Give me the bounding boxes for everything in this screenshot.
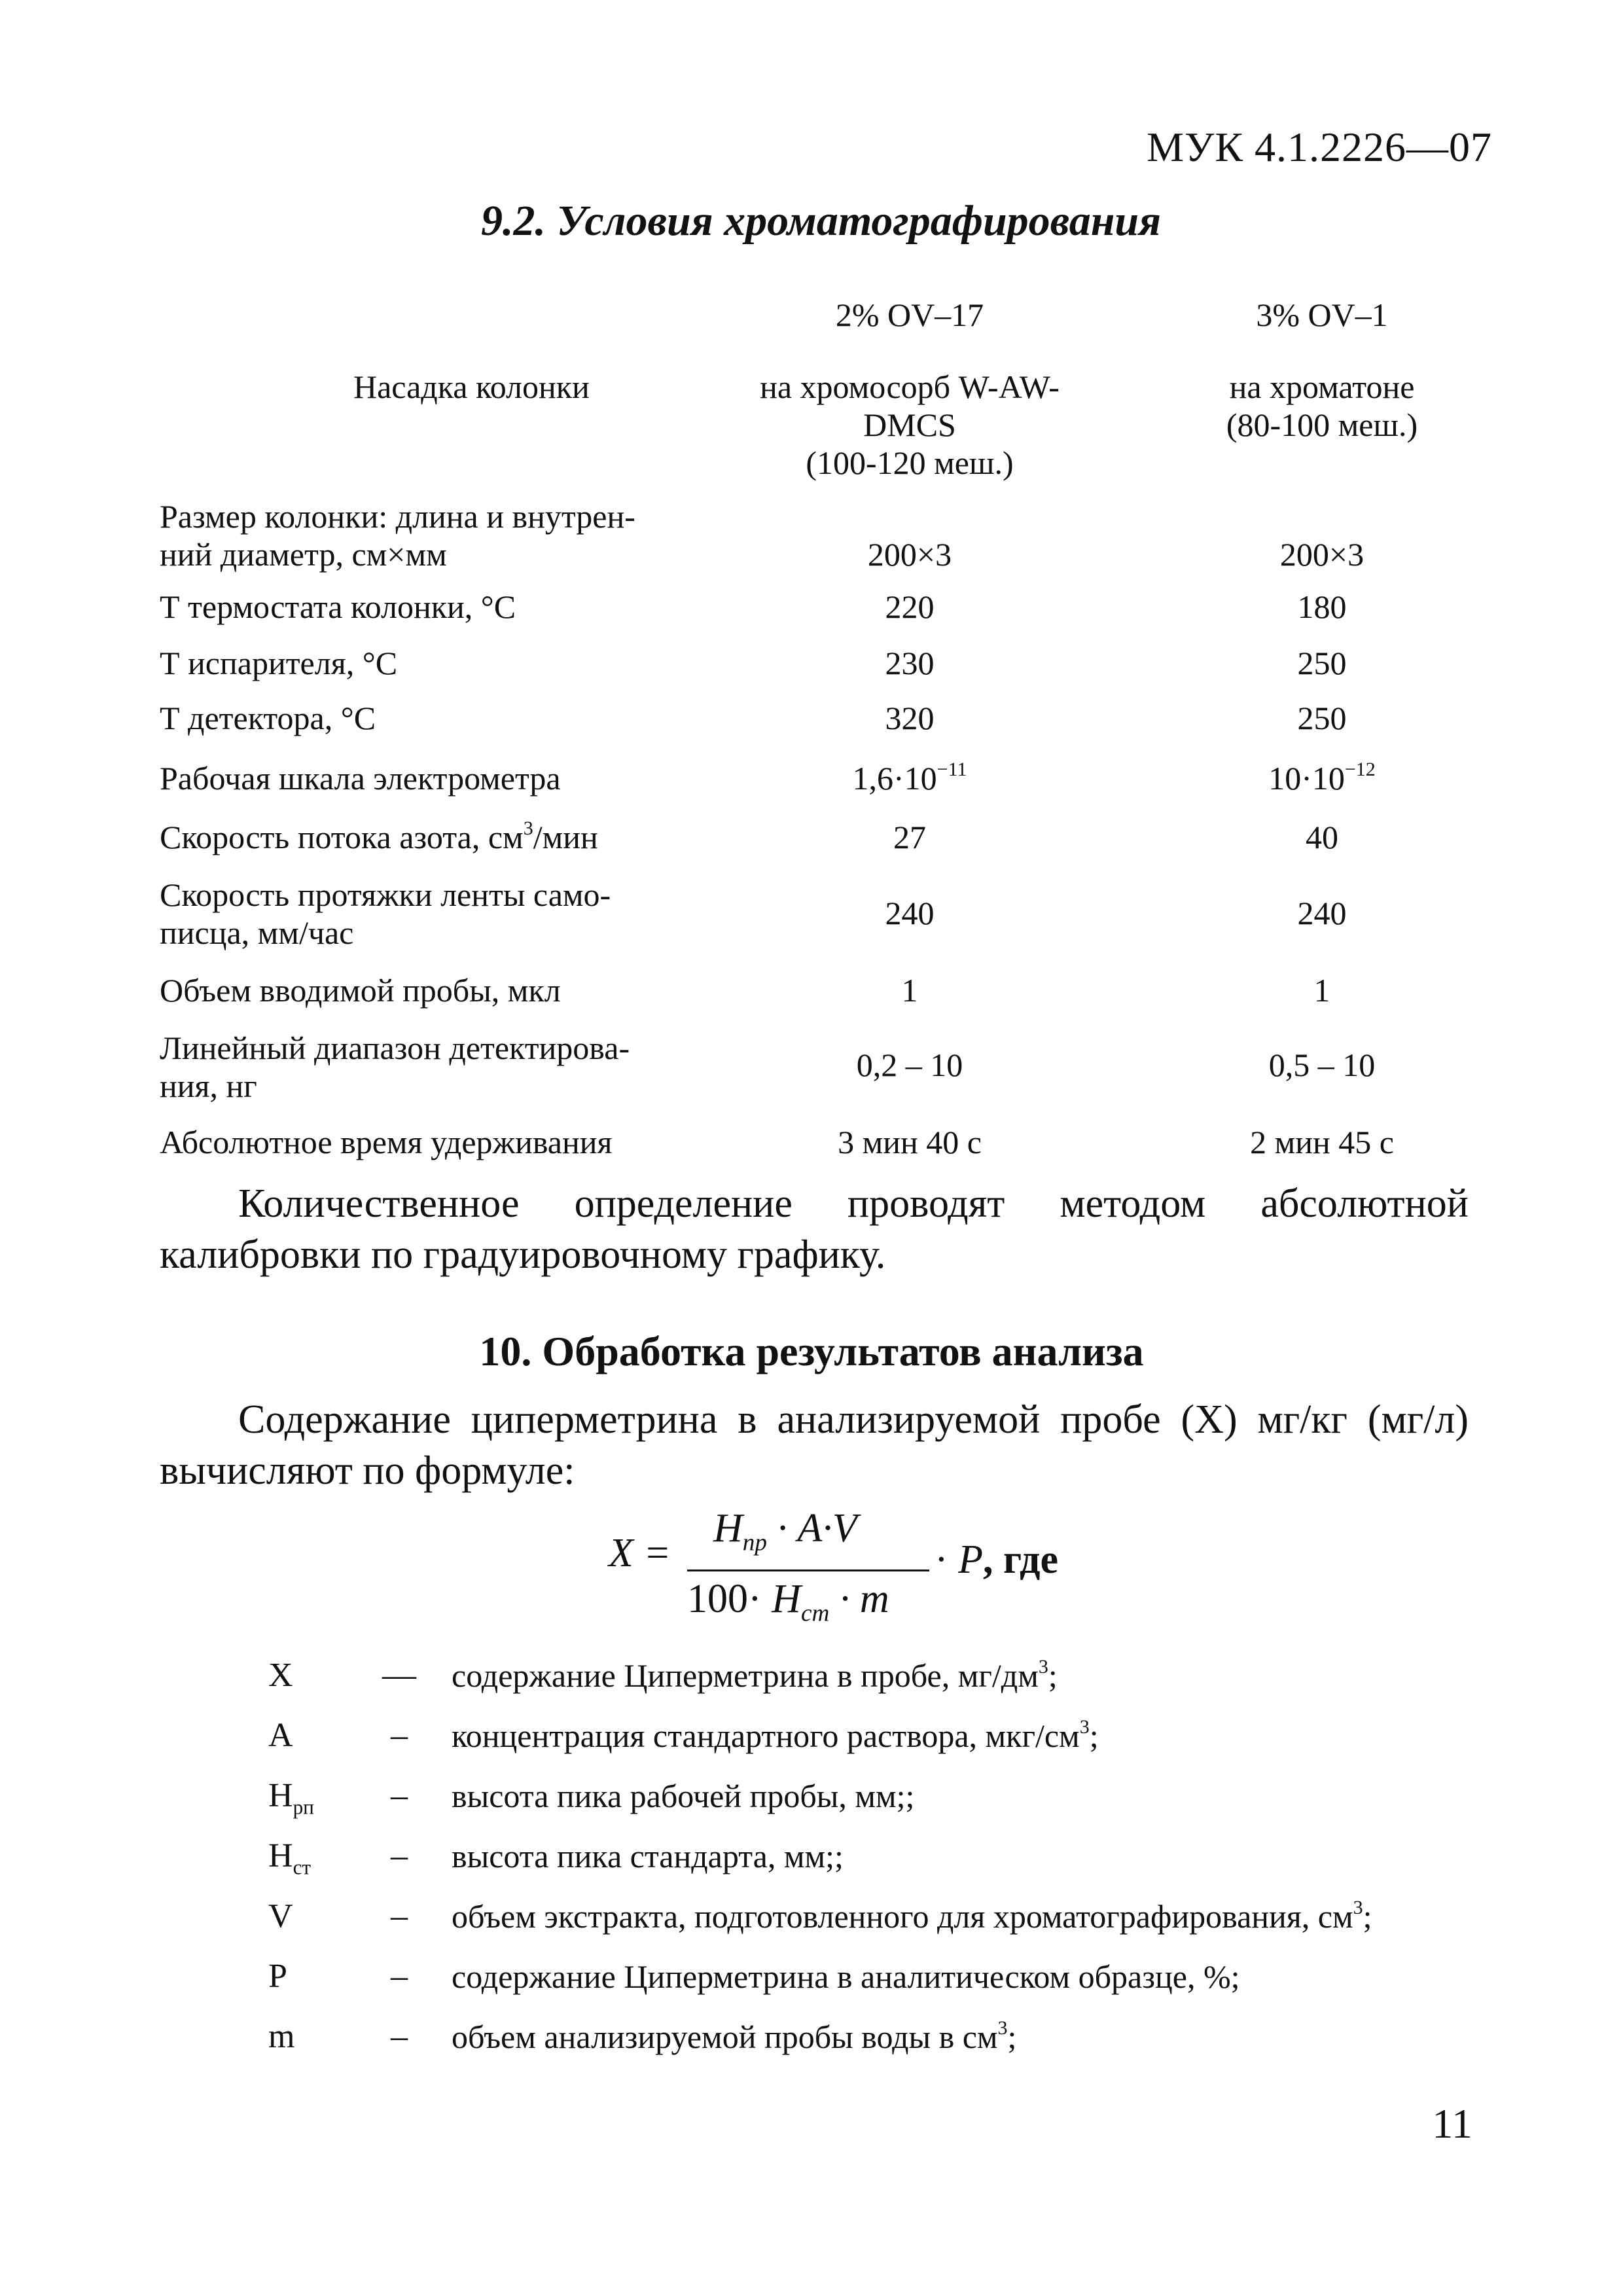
- packing-col2-line: на хроматоне: [1229, 368, 1415, 405]
- value-exponent: −12: [1344, 759, 1376, 781]
- value-recorder-speed-1: 240: [885, 895, 935, 931]
- formula-text: · m: [829, 1577, 889, 1621]
- formula-fraction-bar: [687, 1570, 929, 1571]
- document-code: МУК 4.1.2226—07: [1147, 124, 1492, 170]
- label-text: /мин: [533, 819, 598, 855]
- row-label-column-size: [160, 497, 635, 573]
- def-text: [452, 1957, 1499, 1996]
- column-header-ov17: 2% OV–17: [835, 296, 984, 333]
- value-base: 1,6·10: [852, 760, 937, 797]
- value-sample-volume-2: 1: [1313, 972, 1330, 1009]
- symbol-text: A: [268, 1717, 293, 1754]
- row-label-retention-time: Абсолютное время удерживания: [160, 1124, 613, 1160]
- value-column-size-1: 200×3: [867, 536, 952, 573]
- value-electrometer-1: [726, 759, 1093, 797]
- def-end: ;: [1089, 1717, 1099, 1754]
- row-label-line: Скорость протяжки ленты само-: [160, 876, 611, 913]
- formula-denominator: [687, 1576, 889, 1627]
- formula-symbol: H: [772, 1577, 801, 1621]
- formula-text: ·: [935, 1537, 959, 1582]
- row-label-linear-range: [160, 1029, 630, 1105]
- def-superscript: 3: [997, 2017, 1008, 2039]
- symbol-text: V: [268, 1897, 293, 1935]
- row-label-line: ний диаметр, см×мм: [160, 536, 447, 573]
- row-label-line: Размер колонки: длина и внутрен-: [160, 498, 635, 535]
- formula-numerator: [713, 1505, 857, 1556]
- value-evaporator-2: 250: [1297, 645, 1347, 681]
- def-dash: –: [391, 1777, 408, 1814]
- value-detector-2: 250: [1297, 700, 1347, 736]
- def-body: концентрация стандартного раствора, мкг/см: [452, 1717, 1080, 1754]
- formula-subscript: ст: [800, 1600, 830, 1627]
- value-sample-volume-1: 1: [901, 972, 918, 1009]
- symbol-text: m: [268, 2018, 295, 2055]
- def-body: высота пика стандарта, мм;;: [452, 1838, 844, 1874]
- def-end: ;: [1007, 2018, 1017, 2055]
- page-number: 11: [1432, 2100, 1472, 2147]
- def-symbol: [268, 1716, 347, 1755]
- row-label-line: ния, нг: [160, 1067, 257, 1104]
- row-label-sample-volume: Объем вводимой пробы, мкл: [160, 972, 561, 1009]
- section-title-9-2: 9.2. Условия хроматографирования: [481, 197, 1162, 245]
- row-label-column-thermostat: Т термостата колонки, °С: [160, 588, 516, 625]
- formula-tail: [935, 1537, 1058, 1583]
- def-dash: –: [391, 1958, 408, 1995]
- symbol-subscript: ст: [293, 1856, 312, 1879]
- column-header-ov1: 3% OV–1: [1256, 296, 1388, 333]
- packing-col2-line: (80-100 меш.): [1226, 406, 1418, 443]
- def-end: ;: [1363, 1898, 1372, 1935]
- def-body: высота пика рабочей пробы, мм;;: [452, 1778, 915, 1814]
- formula-subscript: пр: [742, 1529, 767, 1556]
- value-retention-time-2: 2 мин 45 с: [1250, 1124, 1394, 1160]
- value-nitrogen-flow-2: 40: [1306, 819, 1338, 855]
- def-text: [452, 1716, 1499, 1755]
- value-column-thermostat-2: 180: [1297, 588, 1347, 625]
- packing-col1: [726, 368, 1093, 482]
- def-symbol: [268, 1776, 347, 1819]
- row-label-line: Линейный диапазон детектирова-: [160, 1030, 630, 1066]
- def-end: ;: [1048, 1657, 1058, 1694]
- value-exponent: −11: [936, 759, 967, 781]
- def-text: [452, 1656, 1499, 1695]
- packing-label: Насадка колонки: [353, 368, 590, 405]
- paragraph-calc-intro: Содержание циперметрина в анализируемой пробе (X) мг/кг (мг/л) вычисляют по формуле:: [160, 1397, 1469, 1493]
- value-column-thermostat-1: 220: [885, 588, 935, 625]
- value-linear-range-1: 0,2 – 10: [856, 1047, 963, 1083]
- def-symbol: [268, 1957, 347, 1996]
- packing-col1-line: DMCS: [863, 406, 956, 443]
- formula-text: · A·V: [766, 1506, 857, 1551]
- def-body: содержание Циперметрина в аналитическом образце, %;: [452, 1958, 1240, 1995]
- def-text: [452, 1837, 1499, 1876]
- value-retention-time-1: 3 мин 40 с: [838, 1124, 982, 1160]
- row-label-evaporator: Т испарителя, °С: [160, 645, 398, 681]
- formula: [609, 1492, 1067, 1627]
- value-nitrogen-flow-1: 27: [893, 819, 926, 855]
- def-superscript: 3: [1353, 1897, 1363, 1919]
- label-text: Скорость потока азота, см: [160, 819, 524, 855]
- symbol-text: H: [268, 1837, 293, 1874]
- def-superscript: 3: [1038, 1656, 1048, 1678]
- packing-col2: [1145, 368, 1499, 444]
- symbol-text: X: [268, 1657, 293, 1694]
- value-evaporator-1: 230: [885, 645, 935, 681]
- symbol-text: H: [268, 1777, 293, 1814]
- formula-symbol: P: [958, 1537, 984, 1582]
- def-text: [452, 1776, 1499, 1816]
- paragraph-quantification: Количественное определение проводят методом абсолютной калибровки по градуировочному графику.: [160, 1181, 1469, 1277]
- formula-text: 100·: [687, 1577, 772, 1621]
- value-base: 10·10: [1268, 760, 1345, 797]
- def-symbol: [268, 1897, 347, 1936]
- section-title-10: 10. Обработка результатов анализа: [479, 1328, 1144, 1374]
- def-dash: —: [382, 1657, 416, 1694]
- def-dash: –: [391, 2018, 408, 2055]
- def-body: содержание Циперметрина в пробе, мг/дм: [452, 1657, 1039, 1694]
- packing-col1-line: (100-120 меш.): [806, 444, 1014, 481]
- def-text: [452, 1897, 1499, 1936]
- formula-where: , где: [983, 1537, 1058, 1582]
- value-column-size-2: 200×3: [1279, 536, 1364, 573]
- symbol-subscript: рп: [293, 1795, 314, 1819]
- def-body: объем экстракта, подготовленного для хроматографирования, см: [452, 1898, 1353, 1935]
- def-symbol: [268, 1656, 347, 1695]
- label-superscript: 3: [523, 817, 533, 840]
- value-linear-range-2: 0,5 – 10: [1268, 1047, 1376, 1083]
- row-label-recorder-speed: [160, 876, 611, 952]
- def-symbol: [268, 1837, 347, 1879]
- row-label-line: писца, мм/час: [160, 914, 354, 951]
- def-symbol: [268, 2017, 347, 2056]
- value-detector-1: 320: [885, 700, 935, 736]
- def-superscript: 3: [1079, 1716, 1090, 1738]
- def-dash: –: [391, 1897, 408, 1935]
- row-label-nitrogen-flow: [160, 818, 598, 856]
- def-dash: –: [391, 1717, 408, 1754]
- value-electrometer-2: [1145, 759, 1499, 797]
- packing-col1-line: на хромосорб W-AW-: [760, 368, 1060, 405]
- def-dash: –: [391, 1837, 408, 1874]
- row-label-electrometer: Рабочая шкала электрометра: [160, 760, 561, 797]
- formula-lhs: X =: [609, 1531, 671, 1575]
- def-text: [452, 2017, 1499, 2056]
- value-recorder-speed-2: 240: [1297, 895, 1347, 931]
- symbol-text: P: [268, 1958, 287, 1995]
- formula-symbol: H: [713, 1506, 743, 1551]
- def-body: объем анализируемой пробы воды в см: [452, 2018, 998, 2055]
- row-label-detector: Т детектора, °С: [160, 700, 376, 736]
